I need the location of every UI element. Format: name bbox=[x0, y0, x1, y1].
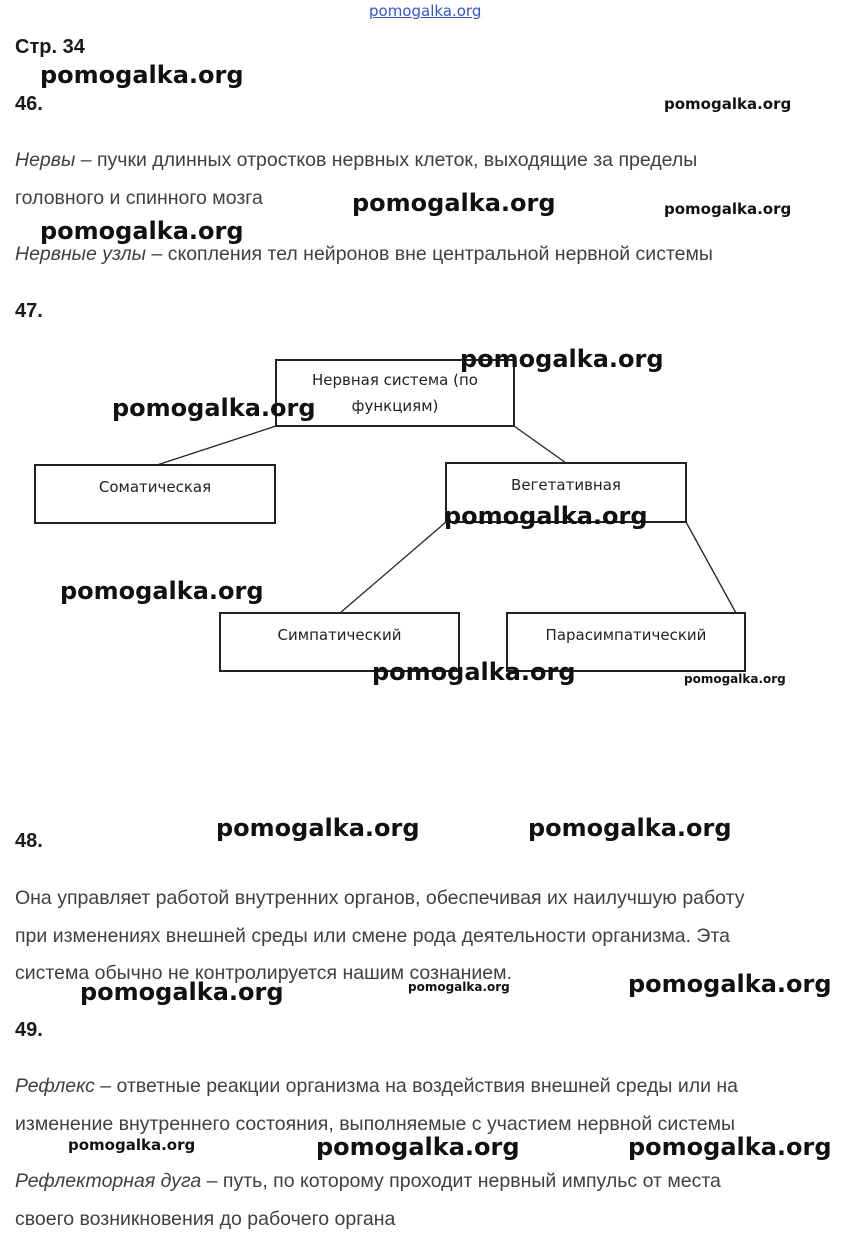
connector-root-somatic bbox=[157, 426, 276, 465]
task-48-number: 48. bbox=[15, 830, 43, 852]
watermark: pomogalka.org bbox=[628, 970, 832, 998]
diagram-node-parasympathetic: Парасимпатический bbox=[506, 612, 746, 672]
watermark: pomogalka.org bbox=[664, 200, 792, 218]
diagram-node-sympathetic: Симпатический bbox=[219, 612, 460, 672]
task-48-line-1: Она управляет работой внутренних органов, обеспечивая их наилучшую работу bbox=[15, 887, 745, 909]
definition-reflex-arc: – путь, по которому проходит нервный импульс от места bbox=[201, 1170, 721, 1192]
watermark: pomogalka.org bbox=[40, 217, 244, 245]
term-reflex: Рефлекс bbox=[15, 1075, 95, 1097]
watermark: pomogalka.org bbox=[664, 95, 792, 113]
watermark: pomogalka.org bbox=[628, 1133, 832, 1161]
definition-ganglia: – скопления тел нейронов вне центральной нервной системы bbox=[146, 243, 713, 265]
diagram-node-root: Нервная система (по функциям) bbox=[275, 359, 515, 427]
definition-reflex: – ответные реакции организма на воздействия внешней среды или на bbox=[94, 1075, 739, 1097]
task-49-line-3 bbox=[15, 1162, 721, 1200]
term-nerves: Нервы bbox=[15, 149, 76, 171]
task-49-line-2: изменение внутреннего состояния, выполняемые с участием нервной системы bbox=[15, 1113, 736, 1135]
term-ganglia: Нервные узлы bbox=[15, 243, 147, 265]
watermark: pomogalka.org bbox=[40, 61, 244, 89]
task-47-number: 47. bbox=[15, 300, 43, 322]
task-49-number: 49. bbox=[15, 1019, 43, 1041]
page-label: Стр. 34 bbox=[15, 36, 85, 58]
term-reflex-arc: Рефлекторная дуга bbox=[15, 1170, 202, 1192]
diagram-node-vegetative: Вегетативная bbox=[445, 462, 687, 523]
diagram-node-somatic: Соматическая bbox=[34, 464, 276, 524]
watermark: pomogalka.org bbox=[408, 980, 510, 994]
connector-vegetative-sympathetic bbox=[340, 522, 446, 613]
watermark: pomogalka.org bbox=[352, 189, 556, 217]
definition-nerves: – пучки длинных отростков нервных клеток, выходящие за пределы bbox=[75, 149, 698, 171]
watermark: pomogalka.org bbox=[444, 502, 648, 530]
task-46-line-2: головного и спинного мозга bbox=[15, 187, 263, 209]
task-46-number: 46. bbox=[15, 93, 43, 115]
watermark: pomogalka.org bbox=[372, 658, 576, 686]
task-49-line-4: своего возникновения до рабочего органа bbox=[15, 1208, 396, 1230]
watermark-top[interactable]: pomogalka.org bbox=[369, 2, 482, 20]
watermark: pomogalka.org bbox=[112, 394, 316, 422]
watermark: pomogalka.org bbox=[684, 672, 786, 686]
task-48-line-2: при изменениях внешней среды или смене рода деятельности организма. Эта bbox=[15, 925, 730, 947]
watermark: pomogalka.org bbox=[80, 978, 284, 1006]
connector-vegetative-parasympathetic bbox=[686, 522, 736, 613]
watermark: pomogalka.org bbox=[528, 814, 732, 842]
watermark: pomogalka.org bbox=[316, 1133, 520, 1161]
task-48-line-3: система обычно не контролируется нашим сознанием. bbox=[15, 962, 512, 984]
watermark: pomogalka.org bbox=[68, 1136, 196, 1154]
task-49-line-1 bbox=[15, 1067, 738, 1105]
watermark: pomogalka.org bbox=[60, 577, 264, 605]
watermark: pomogalka.org bbox=[216, 814, 420, 842]
watermark: pomogalka.org bbox=[460, 345, 664, 373]
connector-root-vegetative bbox=[514, 426, 566, 463]
